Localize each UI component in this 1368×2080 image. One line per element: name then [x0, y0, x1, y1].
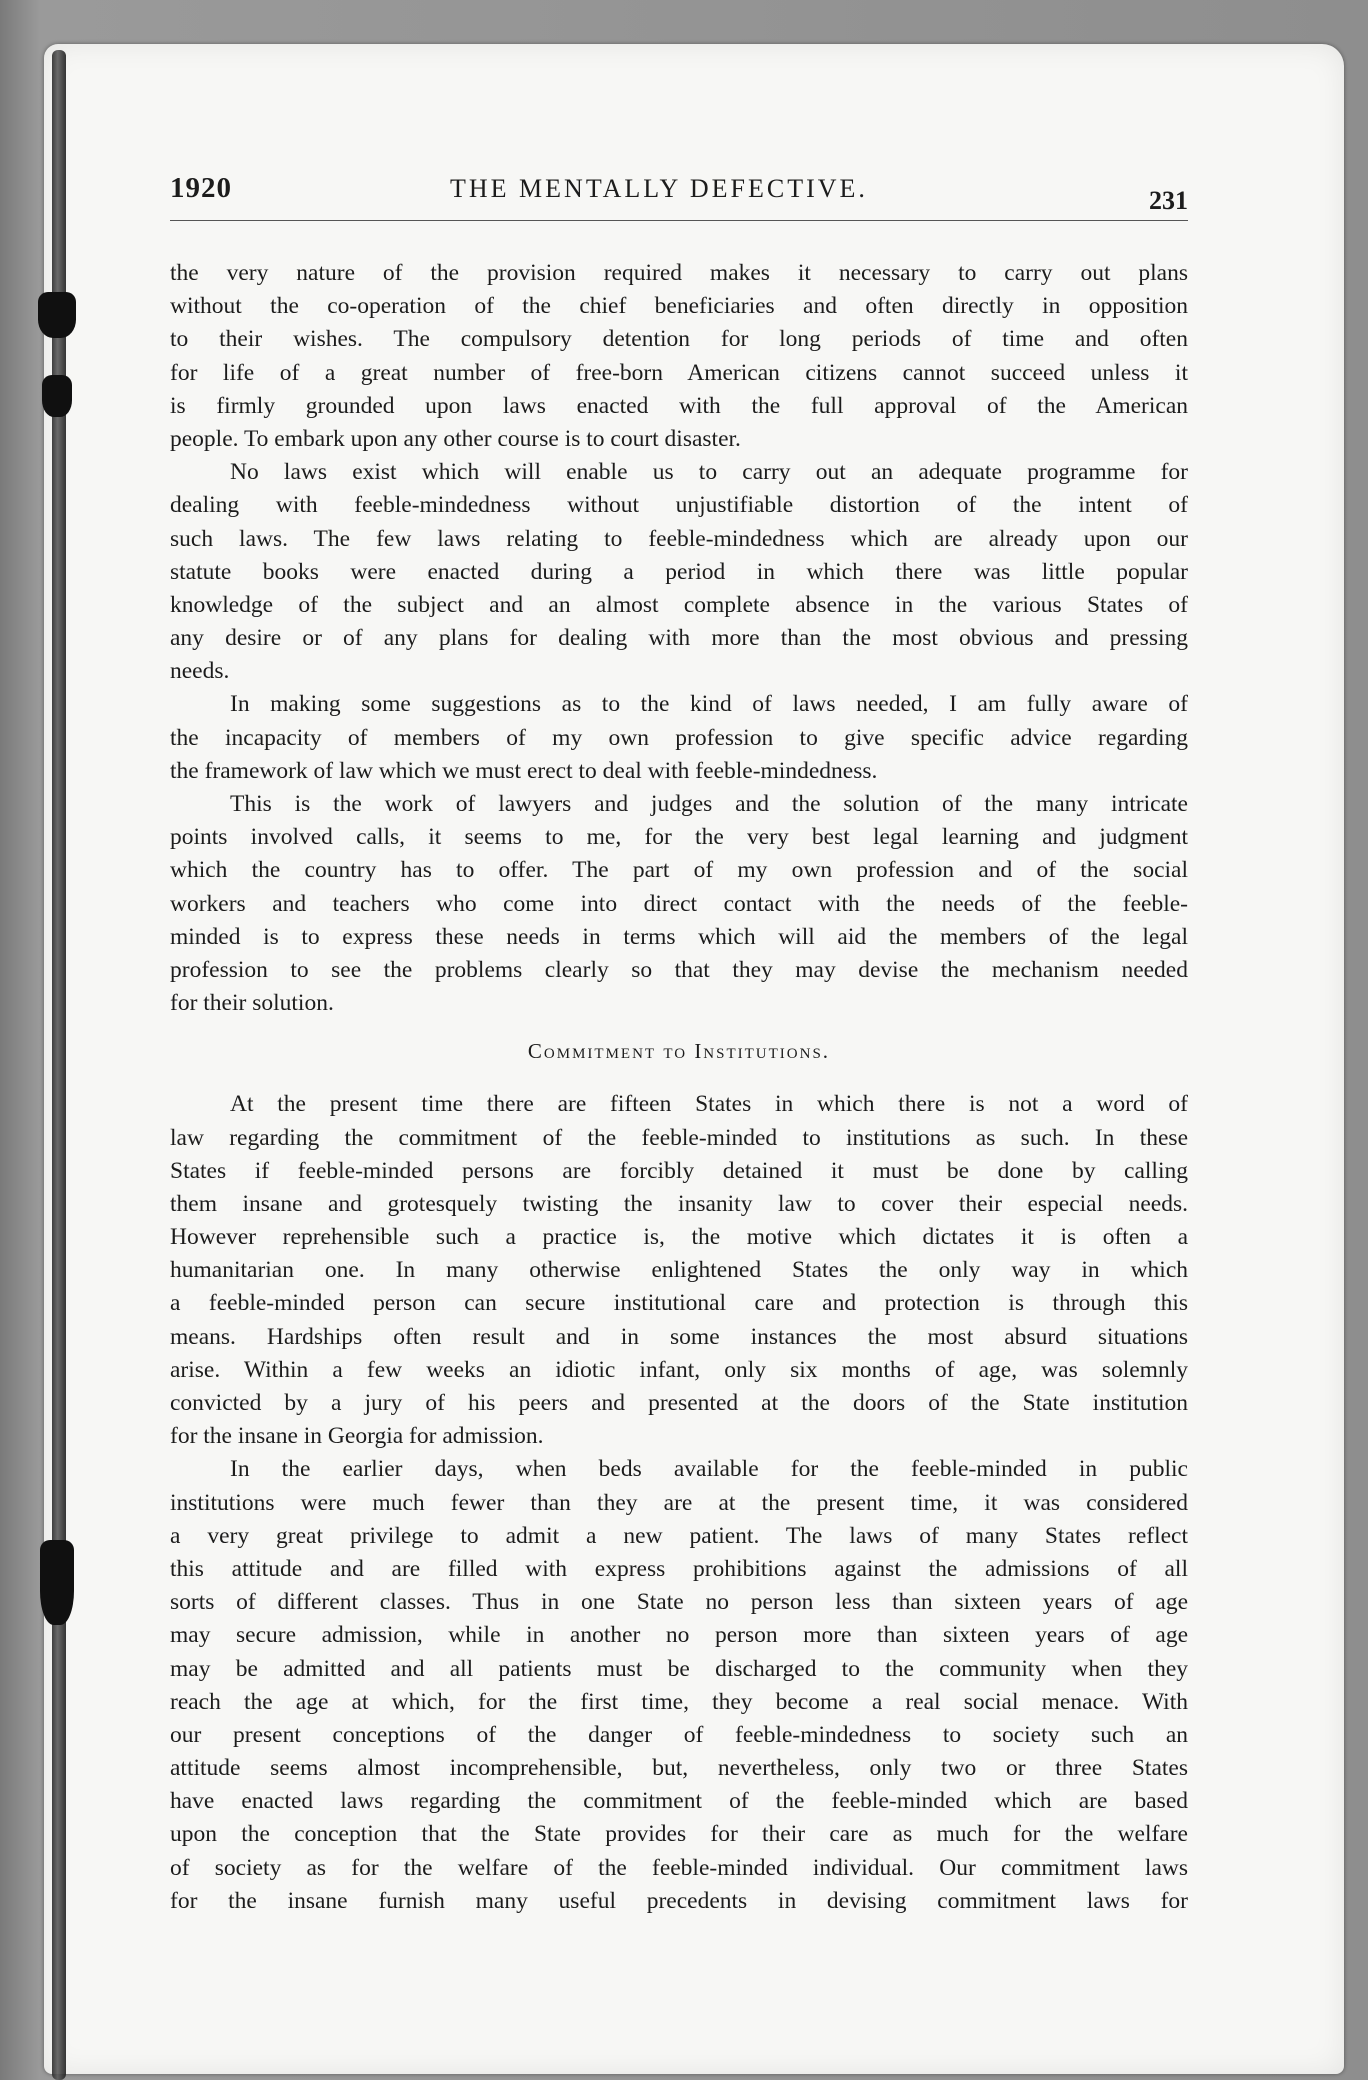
text-line: such laws. The few laws relating to feeble-mindedness which are already upon our	[170, 525, 1188, 552]
text-line: which the country has to offer. The part of my own profession and of the social	[170, 857, 1188, 884]
running-head	[170, 172, 1188, 221]
running-head-year: 1920	[170, 172, 232, 204]
text-line: for the insane in Georgia for admission.	[170, 1423, 544, 1450]
text-line: profession to see the problems clearly so that they may devise the mechanism needed	[170, 956, 1188, 983]
text-line: the framework of law which we must erect to deal with feeble-mindedness.	[170, 757, 878, 784]
text-line: for life of a great number of free-born American citizens cannot succeed unless it	[170, 359, 1188, 386]
text-line: means. Hardships often result and in some instances the most absurd situations	[170, 1323, 1188, 1350]
text-line: of society as for the welfare of the feeble-minded individual. Our commitment laws	[170, 1854, 1188, 1881]
text-line: a feeble-minded person can secure institutional care and protection is through this	[170, 1290, 1188, 1317]
text-line: convicted by a jury of his peers and presented at the doors of the State institution	[170, 1390, 1188, 1416]
text-line: However reprehensible such a practice is, the motive which dictates it is often a	[170, 1224, 1188, 1251]
text-line: for the insane furnish many useful precedents in devising commitment laws for	[170, 1887, 1188, 1914]
binding-mark	[40, 1540, 74, 1625]
text-line: upon the conception that the State provides for their care as much for the welfare	[170, 1821, 1188, 1848]
text-line: At the present time there are fifteen States in which there is not a word of	[230, 1091, 1188, 1118]
text-line: may be admitted and all patients must be discharged to the community when they	[170, 1655, 1188, 1682]
body-text	[170, 257, 1188, 1918]
section-heading: Commitment to Institutions.	[527, 1039, 831, 1064]
text-line: them insane and grotesquely twisting the insanity law to cover their especial needs.	[170, 1190, 1188, 1217]
text-line: may secure admission, while in another no person more than sixteen years of age	[170, 1622, 1188, 1649]
text-line: institutions were much fewer than they are at the present time, it was considered	[170, 1489, 1188, 1516]
text-line: humanitarian one. In many otherwise enlightened States the only way in which	[170, 1257, 1188, 1284]
text-line: without the co-operation of the chief beneficiaries and often directly in opposition	[170, 293, 1188, 320]
text-line: In making some suggestions as to the kind of laws needed, I am fully aware of	[230, 691, 1188, 718]
text-line: In the earlier days, when beds available for the feeble-minded in public	[230, 1456, 1188, 1483]
text-line: knowledge of the subject and an almost complete absence in the various States of	[170, 591, 1188, 618]
text-line: sorts of different classes. Thus in one State no person less than sixteen years of age	[170, 1589, 1188, 1616]
text-line: to their wishes. The compulsory detention for long periods of time and often	[170, 326, 1188, 353]
binding-mark	[42, 375, 72, 417]
text-line: States if feeble-minded persons are forcibly detained it must be done by calling	[170, 1157, 1188, 1184]
text-line: any desire or of any plans for dealing with more than the most obvious and pressing	[170, 625, 1188, 652]
text-line: this attitude and are filled with express prohibitions against the admissions of all	[170, 1555, 1188, 1582]
text-line: the incapacity of members of my own profession to give specific advice regarding	[170, 724, 1188, 751]
text-line: reach the age at which, for the first time, they become a real social menace. With	[170, 1688, 1188, 1715]
text-line: the very nature of the provision required makes it necessary to carry out plans	[170, 260, 1188, 286]
text-line: points involved calls, it seems to me, for the very best legal learning and judgment	[170, 824, 1188, 851]
text-line: is firmly grounded upon laws enacted with the full approval of the American	[170, 392, 1188, 419]
text-line: for their solution.	[170, 990, 334, 1017]
text-line: dealing with feeble-mindedness without unjustifiable distortion of the intent of	[170, 492, 1188, 519]
text-line: arise. Within a few weeks an idiotic infant, only six months of age, was solemnly	[170, 1356, 1188, 1383]
running-head-title: THE MENTALLY DEFECTIVE.	[450, 174, 868, 203]
page-number: 231	[1149, 186, 1188, 215]
text-line: a very great privilege to admit a new patient. The laws of many States reflect	[170, 1522, 1188, 1549]
text-line: our present conceptions of the danger of feeble-mindedness to society such an	[170, 1721, 1188, 1748]
binding-edge	[52, 50, 66, 2080]
text-line: people. To embark upon any other course is to court disaster.	[170, 425, 741, 452]
binding-mark	[38, 292, 76, 338]
text-line: statute books were enacted during a period in which there was little popular	[170, 558, 1188, 585]
text-line: minded is to express these needs in terms which will aid the members of the legal	[170, 923, 1188, 950]
text-line: attitude seems almost incomprehensible, but, nevertheless, only two or three States	[170, 1755, 1188, 1782]
text-line: No laws exist which will enable us to carry out an adequate programme for	[230, 459, 1188, 486]
text-line: This is the work of lawyers and judges and the solution of the many intricate	[230, 791, 1188, 817]
text-line: workers and teachers who come into direct contact with the needs of the feeble-	[170, 890, 1188, 917]
text-line: have enacted laws regarding the commitment of the feeble-minded which are based	[170, 1788, 1188, 1815]
text-line: law regarding the commitment of the feeble-minded to institutions as such. In these	[170, 1124, 1188, 1151]
text-line: needs.	[170, 658, 230, 685]
